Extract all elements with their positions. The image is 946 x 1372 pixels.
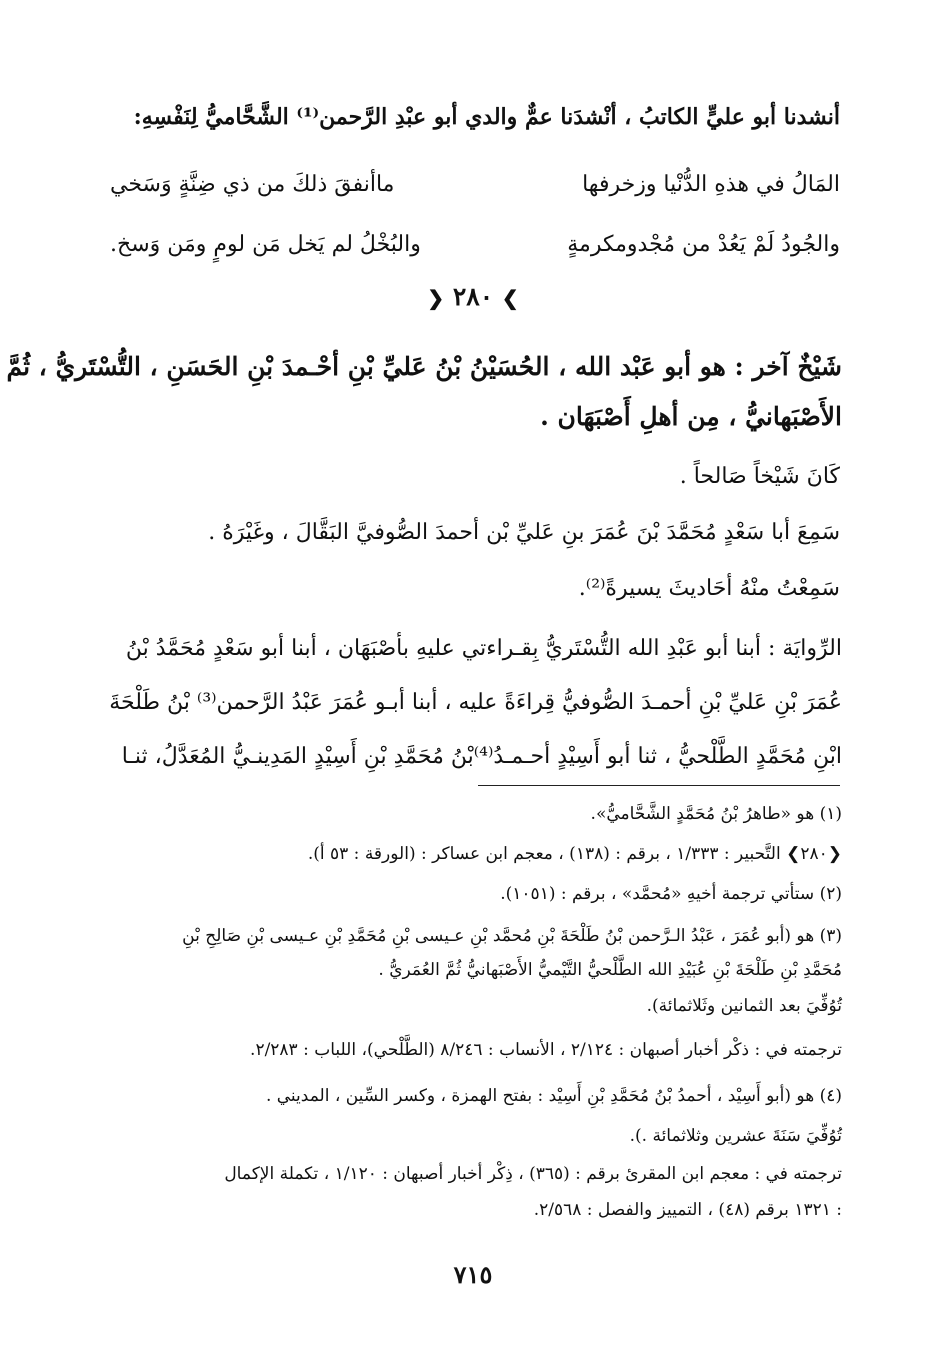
footnote-line: تُوُفِّيَ سَنَةَ عشرين وثلاثمائة .).	[629, 1126, 842, 1146]
footnote-line: تُوُفِّيَ بعد الثمانين وثَلاثمائة).	[646, 996, 842, 1016]
entry-number	[0, 282, 946, 311]
verse-second-hemistich: والبُخْلُ لم يَخل مَن لومٍ ومَن وَسخ.	[110, 232, 421, 257]
ornament-left-icon: ❮	[427, 286, 445, 310]
footnote-line: ترجمته في : معجم ابن المقرئ برقم : (٣٦٥) ، ذِكْر أخبار أصبهان : ١/١٢٠ ، تكملة الإكمال	[224, 1164, 842, 1184]
riwaya-line: عُمَرَ بْنِ عَليِّ بْنِ أحمـدَ الصُّوفيُّ قِراءَةً عليه ، أبنا أبـو عُمَرَ عَبْدُ الرَّحمن⁽³⁾ بْنُ طَلْحَةَ	[109, 690, 842, 715]
verse-row	[110, 232, 840, 258]
verse-row	[110, 172, 840, 198]
footnote-line: : ١٣٢١ برقم (٤٨) ، التمييز والفصل : ٢/٥٦٨.	[533, 1200, 842, 1220]
entry-number-value: ٢٨٠	[452, 282, 494, 311]
body-line: سَمِعَ أبا سَعْدٍ مُحَمَّدَ بْنَ عُمَرَ بنِ عَليِّ بْن أحمدَ الصُّوفيَّ البَقَّالَ ، وغَيْرَهُ .	[208, 520, 840, 545]
verse-first-hemistich: المَالُ في هذهِ الدُّنْيا وزخرفها	[582, 172, 840, 197]
footnote-line: (٤) هو (أبو أَسِيْد ، أحمدُ بْنُ مُحَمَّدِ بْنِ أَسِيْد : بفتح الهمزة ، وكسر السِّين ، المديني .	[265, 1086, 842, 1106]
body-line: سَمِعْتُ منْهُ أحَاديثَ يسيرةً⁽²⁾.	[578, 576, 840, 601]
heading-line: شَيْخٌ آخر : هو أبو عَبْد الله ، الحُسَيْنُ بْنُ عَليِّ بْنِ أحْـمدَ بْنِ الحَسَنِ ، التُّسْتَريُّ ، ثُمَّ	[6, 352, 842, 381]
verse-first-hemistich: والجُودُ لَمْ يَعُدْ من مُجْدومكرمةٍ	[567, 232, 840, 257]
footnote-line: مُحَمَّدِ بْنِ طَلْحَةَ بْنِ عُبَيْدِ الله الطَّلْحيُّ التَّيْميُّ الأَصْبَهانيُّ ثُمَّ العُمَريُّ .	[378, 960, 842, 980]
ornament-right-icon: ❯	[501, 286, 519, 310]
footnote-divider	[478, 785, 840, 786]
intro-line: أنشدنا أبو عليٍّ الكاتبُ ، أنْشدَنا عمٌّ والدي أبو عبْدِ الرَّحمن⁽¹⁾ الشَّحَّاميُّ لِنَفْسِهِ:	[133, 104, 840, 130]
footnote-line: (٢) ستأتي ترجمة أخيهِ «مُحمَّد» ، برقم : (١٠٥١).	[500, 884, 842, 904]
footnote-line: ترجمته في : ذكْر أخبار أصبهان : ٢/١٢٤ ، الأنساب : ٨/٢٤٦ (الطَّلْحي)، اللباب : ٢/٢٨٣.	[250, 1040, 842, 1060]
body-line: كَانَ شَيْخاً صَالحاً .	[679, 464, 840, 489]
riwaya-line: الرِّوايَة : أبنا أبو عَبْدِ الله التُّسْتَريُّ بِقـراءتي عليهِ بأصْبَهَان ، أبنا أبو سَعْدٍ مُحَمَّدُ بْنُ	[125, 636, 842, 661]
footnote-line: ❮٢٨٠❯ التَّحبير : ١/٣٣٣ ، برقم : (١٣٨) ، معجم ابن عساكر : (الورقة : ٥٣ أ).	[307, 844, 842, 864]
page-number: ٧١٥	[453, 1260, 493, 1289]
riwaya-line: ابْنِ مُحَمَّدٍ الطَّلْحيُّ ، ثنا أبو أَسِيْدٍ أحـمـدُ⁽⁴⁾بْنُ مُحَمَّدِ بْنِ أَسِيْدٍ المَدِينـيُّ المُعَدَّلُ، ثنـا	[121, 744, 842, 769]
verse-second-hemistich: ماأنفقَ ذلكَ من ذي ضِنَّةٍ وَسَخي	[110, 172, 395, 197]
heading-line: الأَصْبَهانيُّ ، مِن أهلِ أَصْبَهَان .	[540, 402, 842, 431]
footnote-line: (٣) هو (أبو عُمَرَ ، عَبْدُ الـرَّحمن بْنُ طَلْحَةَ بْنِ مُحمَّد بْنِ عـيسى بْنِ مُحَمَّدِ بْنِ عـيسى بْنِ صَالِحِ بْنِ	[182, 926, 842, 946]
footnote-line: (١) هو «طاهرُ بْنُ مُحَمَّدٍ الشَّحَّاميُّ».	[590, 804, 842, 824]
